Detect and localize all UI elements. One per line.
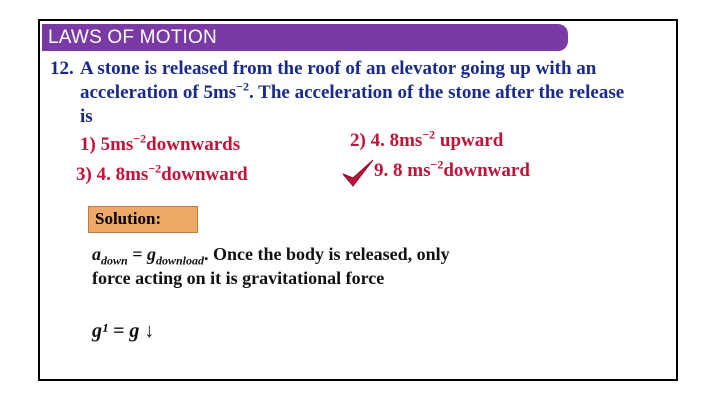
option-4[interactable]: 9. 8 $ms^{-2}downward$ xyxy=(374,157,530,181)
solution-line-1: $a_{down} = g_{download}$. Once the body is released, only xyxy=(92,244,450,268)
solution-label: Solution: xyxy=(95,209,162,228)
question-line-3: is xyxy=(80,106,93,127)
solution-line-2: force acting on it is gravitational force xyxy=(92,268,385,288)
option-3[interactable]: 3) 4. $8ms^{-2}downward$ xyxy=(76,161,248,185)
solution-equation: g¹ = g ↓ xyxy=(92,320,155,342)
question-line-1: A stone is released from the roof of an elevator going up with an xyxy=(80,58,597,79)
question-line-2: acceleration of $5ms^{-2}$. The acceleration of the stone after the release xyxy=(80,79,625,103)
slide-title: LAWS OF MOTION xyxy=(48,27,217,48)
option-2[interactable]: 2) 4. $8ms^{-2}$ upward xyxy=(350,127,504,151)
checkmark-icon xyxy=(340,156,376,192)
option-1[interactable]: 1) $5ms^{-2}downwards$ xyxy=(80,131,241,155)
question-number: 12. xyxy=(50,58,74,79)
